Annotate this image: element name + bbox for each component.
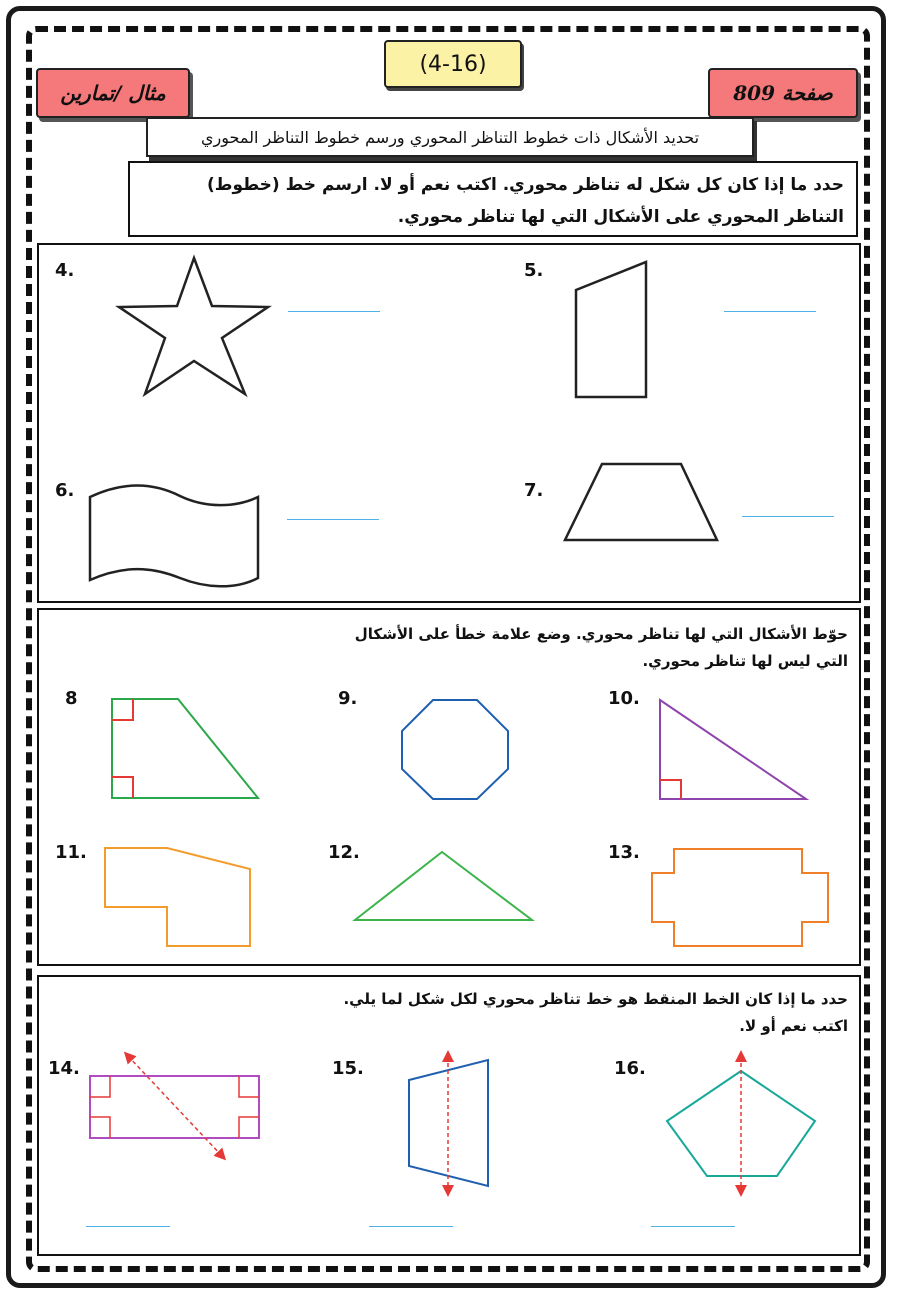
exercise-number-7: 7. — [524, 480, 544, 501]
exercise-number-13: 13. — [608, 842, 640, 863]
exercise-number-8: 8 — [65, 688, 78, 709]
exercise-number-14: 14. — [48, 1058, 80, 1079]
chapter-label: (4-16) — [384, 40, 522, 88]
section2-instruction-line-1: حوّط الأشكال التي لها تناظر محوري. وضع علامة خطأ على الأشكال — [354, 625, 848, 643]
exercise-number-9: 9. — [338, 688, 358, 709]
exercise-number-11: 11. — [55, 842, 87, 863]
exercise-number-16: 16. — [614, 1058, 646, 1079]
exercise-number-15: 15. — [332, 1058, 364, 1079]
exercise-number-12: 12. — [328, 842, 360, 863]
section3-instruction-line-1: حدد ما إذا كان الخط المنقط هو خط تناظر محوري لكل شكل لما يلي. — [343, 990, 848, 1008]
exercise-number-5: 5. — [524, 260, 544, 281]
examples-banner: مثال /تمارين — [36, 68, 190, 118]
exercise-number-10: 10. — [608, 688, 640, 709]
instruction-line-1: حدد ما إذا كان كل شكل له تناظر محوري. اكتب نعم أو لا. ارسم خط (خطوط) — [207, 175, 844, 195]
section3-instruction-line-2: اكتب نعم أو لا. — [739, 1017, 848, 1035]
page-number-banner: صفحة 809 — [708, 68, 858, 118]
answer-line-16[interactable] — [651, 1226, 735, 1227]
instruction-line-2: التناظر المحوري على الأشكال التي لها تناظر محوري. — [397, 207, 844, 227]
exercise-number-4: 4. — [55, 260, 75, 281]
exercise-number-6: 6. — [55, 480, 75, 501]
lesson-title: تحديد الأشكال ذات خطوط التناظر المحوري ورسم خطوط التناظر المحوري — [146, 117, 754, 157]
section2-instruction-line-2: التي ليس لها تناظر محوري. — [642, 652, 848, 670]
